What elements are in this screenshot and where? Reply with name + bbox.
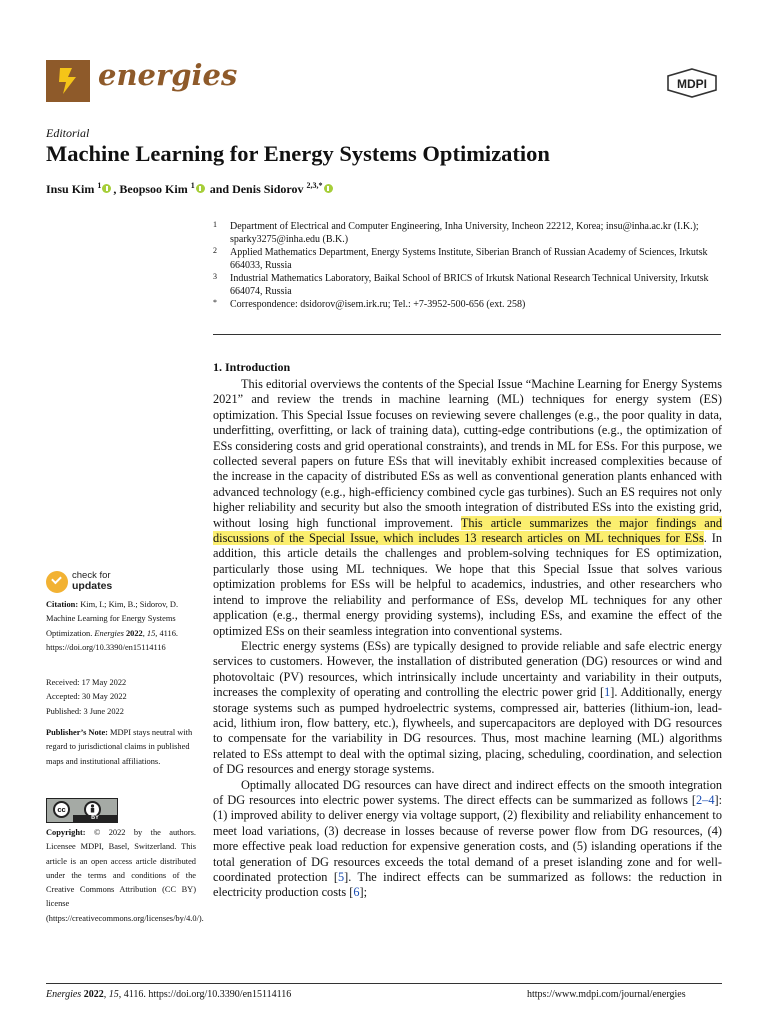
orcid-icon[interactable]	[196, 184, 205, 193]
orcid-icon[interactable]	[102, 184, 111, 193]
citation-doi[interactable]: , 4116. https://doi.org/10.3390/en15114116	[46, 628, 178, 652]
author-sup: 1	[97, 181, 102, 190]
author-and: and	[206, 182, 233, 196]
footer-volume: 15	[108, 989, 119, 1000]
footer-divider	[46, 983, 722, 984]
mdpi-logo[interactable]	[666, 68, 718, 98]
orcid-icon[interactable]	[324, 184, 333, 193]
article-title: Machine Learning for Energy Systems Optimization	[46, 141, 550, 166]
paragraph	[213, 639, 722, 778]
affiliation-text: Industrial Mathematics Laboratory, Baikal School of BRICS of Irkutsk National Research Technical University, Irkutsk 664074, Russia	[230, 273, 709, 297]
paragraph-text: ];	[359, 885, 368, 900]
paragraph	[213, 778, 722, 901]
publisher-note-text: MDPI stays neutral with regard to jurisdictional claims in published maps and institutional affiliations.	[46, 728, 193, 766]
cc-by-license-badge[interactable]	[46, 798, 118, 823]
citation-link[interactable]: 5	[337, 870, 345, 884]
author-sup: 1	[190, 181, 195, 190]
by-label: BY	[73, 815, 117, 822]
author-name: Insu Kim	[46, 182, 95, 196]
accepted-date: Accepted: 30 May 2022	[46, 692, 127, 702]
check-icon	[46, 571, 68, 593]
publisher-note	[46, 726, 196, 769]
affiliation-number: 1	[213, 220, 217, 229]
check-for-updates-button[interactable]	[46, 570, 156, 594]
paragraph-text: . In addition, this article details the challenges and problem-solving techniques for ES optimization, particularly those using ML techniques. We hope that this Special Issue that solves various optimization problems for ESs will be helpful to academics, industries, and other researchers who intend to improve the reliability and performance of ESs, develop ML techniques for any other application (e.g., thermal energy providing systems), including ESs, and examine the effect of the optimized ESs on their seamless integration into conventional systems.	[213, 531, 722, 638]
article-body	[213, 377, 722, 901]
received-date: Received: 17 May 2022	[46, 678, 127, 687]
copyright-label: Copyright:	[46, 828, 86, 837]
footer-citation: Energies 2022, 15, 4116. https://doi.org/10.3390/en15114116	[46, 989, 292, 1000]
footer-journal-url[interactable]: https://www.mdpi.com/journal/energies	[527, 989, 686, 1000]
copyright-text: © 2022 by the authors. Licensee MDPI, Basel, Switzerland. This article is an open access article distributed under the terms and conditions of the Creative Commons Attribution (CC BY) license (https://creativecommons.org/licenses/by/4.0/).	[46, 828, 204, 923]
journal-name[interactable]: energies	[98, 58, 238, 92]
paragraph-text: Optimally allocated DG resources can have direct and indirect effects on the smooth integration of DG resources into electric power systems. The direct effects can be summarized as follows [	[213, 777, 722, 807]
paragraph-text: ]: (1) improved ability to deliver energy via voltage support, (2) flexibility and reliability enhancement to meet load variations, (3) decrease in losses because of reverse power flow from DG resources, (4) more effective peak load reduction for expensive generation costs, and (5) islanding operations if the total generation of DG resources exceeds the total demand of a preset islanding zone and for well-coordinated protection [	[213, 792, 722, 884]
article-type: Editorial	[46, 126, 90, 140]
copyright-block	[46, 826, 204, 926]
paragraph-text: This editorial overviews the contents of the Special Issue “Machine Learning for Energy Systems 2021” and review the trends in machine learning (ML) techniques for energy system (ES) optimization. This Special Issue focuses on reviewing severe challenges (e.g., the poor quality in data, underfitting, overfitting, or lack of training data), cutting-edge contributions (e.g., the optimization of ESs considering costs and grid operational constraints), and trends in ML for ESs. For this purpose, we collected several papers on future ESs that will inevitably exhibit increased complexities because of the increase in the capacity of distributed ESs as well as conventional generation plants enhanced with advanced technology (e.g., high-efficiency combined cycle gas turbines). Such an ES requires not only higher reliability and security but also the smooth integration of distributed ESs into the existing grid, without losing high functional improvement.	[213, 377, 722, 530]
lightning-bolt-icon	[46, 60, 90, 102]
citation-block	[46, 598, 196, 655]
cc-icon: cc	[53, 801, 70, 818]
citation-link[interactable]: 2–4	[696, 792, 715, 807]
citation-punct: ,	[142, 628, 145, 638]
paragraph-text: ]. Additionally, energy storage systems such as pumped hydroelectric systems, compressed air, batteries (lithium-ion, lead-acid, lithium iron, flow battery, etc.), flywheels, and supercapacitors are deployed with DG resources to compensate for the variability in DG resources. Thus, most machine learning (ML) algorithms related to ESs attempt to deal with the optimal sizing, placing, scheduling, coordination, and selection of DG resources and energy storage systems.	[213, 685, 722, 777]
paragraph-text: Electric energy systems (ESs) are typically designed to provide reliable and safe electric energy services to customers. However, the installation of distributed generation (DG) resources or wind and photovoltaic (PV) resources, which intrinsically include uncertainty and variability in their outputs, increases the complexity of operating and controlling the electric power grid [	[213, 638, 722, 700]
paragraph-text: ]. The indirect effects can be summarized as follows: the reduction in electricity production costs [	[213, 870, 722, 900]
published-date: Published: 3 June 2022	[46, 706, 124, 716]
affiliation-number: *	[213, 298, 217, 307]
affiliation	[213, 246, 723, 272]
citation-journal: Energies	[94, 628, 124, 638]
author-name: Beopsoo Kim	[119, 182, 188, 196]
citation-link[interactable]: 6	[353, 885, 360, 900]
footer-doi[interactable]: , 4116. https://doi.org/10.3390/en15114116	[118, 989, 292, 1000]
affiliation-text: Applied Mathematics Department, Energy Systems Institute, Siberian Branch of Russian Academy of Sciences, Irkutsk 664033, Russia	[230, 247, 708, 271]
citation-label: Citation:	[46, 600, 79, 609]
citation-text: Kim, I.; Kim, B.; Sidorov, D. Machine Learning for Energy Systems Optimization.	[46, 600, 179, 638]
journal-logo	[46, 60, 90, 102]
affiliation-number: 3	[213, 272, 217, 281]
affiliation	[213, 272, 723, 298]
footer-journal: Energies	[46, 989, 82, 1000]
author-sup: 2,3,*	[306, 181, 323, 190]
dates-block	[46, 676, 196, 719]
affiliation-text: Correspondence: dsidorov@isem.irk.ru; Tel.: +7-3952-500-656 (ext. 258)	[230, 299, 526, 310]
publisher-note-label: Publisher’s Note:	[46, 728, 108, 737]
citation-link[interactable]: 1	[604, 685, 611, 700]
header-divider	[213, 334, 721, 335]
check-updates-line1: check for	[72, 570, 111, 581]
paragraph	[213, 377, 722, 639]
affiliations	[213, 220, 723, 311]
section-heading: 1. Introduction	[213, 360, 291, 374]
affiliation-number: 2	[213, 246, 217, 255]
affiliation-text: Department of Electrical and Computer Engineering, Inha University, Incheon 22212, Korea; insu@inha.ac.kr (I.K.); sparky3275@inha.edu (B.K.)	[230, 221, 699, 245]
affiliation	[213, 298, 723, 311]
highlighted-text: This article summarizes the major findings and discussions of the Special Issue, which includes 13 research articles on ML techniques for ESs	[213, 515, 722, 546]
author-list	[46, 181, 335, 197]
footer-year: 2022	[83, 989, 104, 1000]
mdpi-logo-text: MDPI	[677, 77, 707, 91]
author-name: Denis Sidorov	[232, 182, 304, 196]
citation-year: 2022	[125, 628, 143, 638]
check-updates-line2: updates	[72, 580, 113, 592]
citation-volume: 15	[146, 628, 156, 638]
author-separator: ,	[113, 182, 120, 196]
affiliation	[213, 220, 723, 246]
